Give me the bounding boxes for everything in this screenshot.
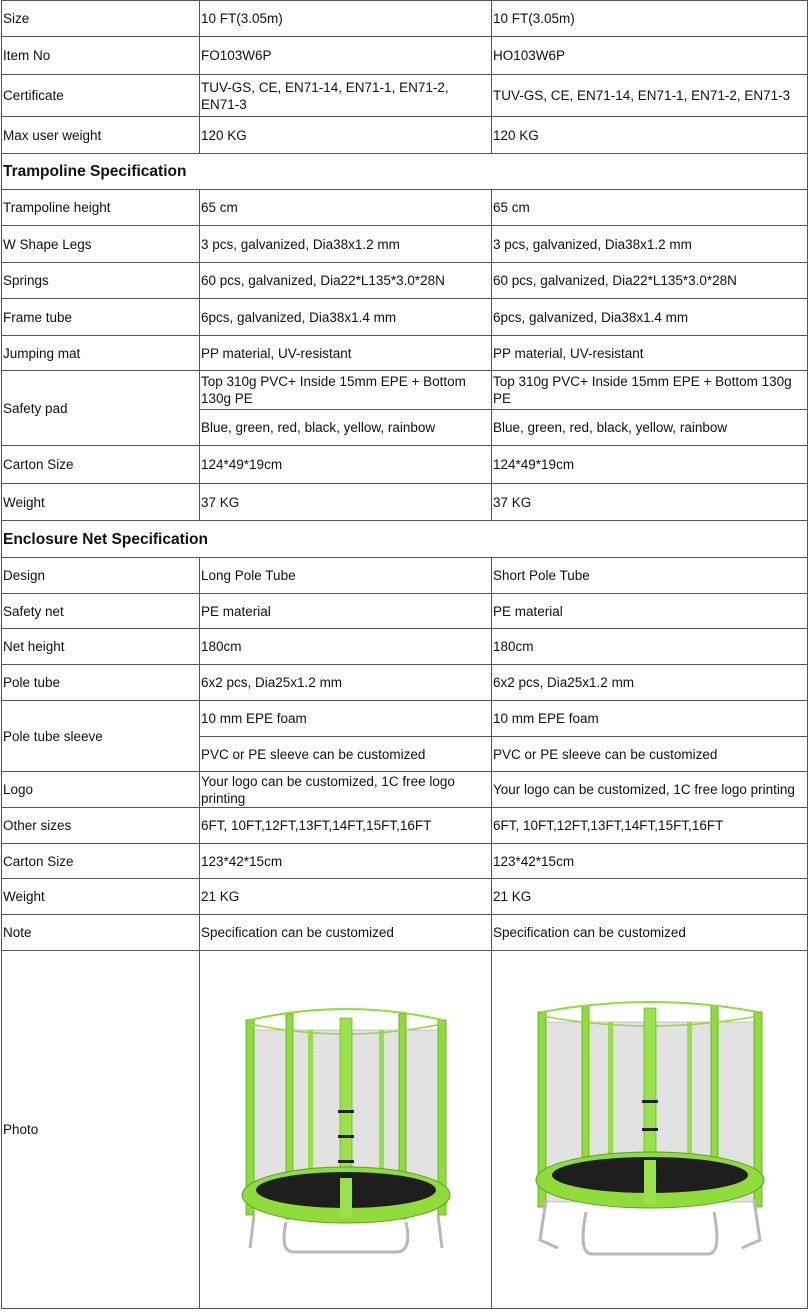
- row-label: W Shape Legs: [2, 226, 200, 263]
- cell-model-a: Long Pole Tube: [200, 558, 492, 594]
- row-label: Weight: [2, 484, 200, 521]
- cell-model-b: 6pcs, galvanized, Dia38x1.4 mm: [492, 299, 808, 336]
- row-label: Net height: [2, 629, 200, 665]
- cell-model-b: Specification can be customized: [492, 915, 808, 951]
- row-design: [2, 558, 808, 594]
- row-safety-net: [2, 594, 808, 629]
- row-other-sizes: [2, 808, 808, 844]
- cell-model-a: 6FT, 10FT,12FT,13FT,14FT,15FT,16FT: [200, 808, 492, 844]
- cell-model-a: PE material: [200, 594, 492, 629]
- row-safety-pad: [2, 371, 808, 410]
- section-title: Trampoline Specification: [2, 154, 808, 190]
- row-label: Carton Size: [2, 446, 200, 484]
- section-header-trampoline: [2, 154, 808, 190]
- section-title: Enclosure Net Specification: [2, 521, 808, 558]
- row-frame-tube: [2, 299, 808, 336]
- cell-model-a: 123*42*15cm: [200, 844, 492, 879]
- cell-model-b: HO103W6P: [492, 37, 808, 75]
- row-label: Safety net: [2, 594, 200, 629]
- cell-model-a: 120 KG: [200, 117, 492, 154]
- cell-model-a: PP material, UV-resistant: [200, 336, 492, 371]
- cell-model-b: 10 mm EPE foam: [492, 701, 808, 737]
- row-max-weight: [2, 117, 808, 154]
- cell-model-a: Top 310g PVC+ Inside 15mm EPE + Bottom 130g PE: [200, 371, 492, 410]
- row-label: Design: [2, 558, 200, 594]
- cell-model-b: PP material, UV-resistant: [492, 336, 808, 371]
- row-label: Carton Size: [2, 844, 200, 879]
- row-note: [2, 915, 808, 951]
- row-label: Trampoline height: [2, 190, 200, 226]
- spec-table: [1, 0, 808, 1309]
- row-label: Max user weight: [2, 117, 200, 154]
- cell-model-b: Short Pole Tube: [492, 558, 808, 594]
- cell-model-a: 37 KG: [200, 484, 492, 521]
- cell-model-a: 6pcs, galvanized, Dia38x1.4 mm: [200, 299, 492, 336]
- row-jumping-mat: [2, 336, 808, 371]
- cell-model-b: Top 310g PVC+ Inside 15mm EPE + Bottom 130g PE: [492, 371, 808, 410]
- row-label: Size: [2, 1, 200, 37]
- cell-model-a: Blue, green, red, black, yellow, rainbow: [200, 410, 492, 446]
- cell-model-b: TUV-GS, CE, EN71-14, EN71-1, EN71-2, EN71-3: [492, 75, 808, 117]
- cell-model-b: 6FT, 10FT,12FT,13FT,14FT,15FT,16FT: [492, 808, 808, 844]
- row-certificate: [2, 75, 808, 117]
- row-label: Item No: [2, 37, 200, 75]
- row-label: Pole tube sleeve: [2, 701, 200, 772]
- photo-model-a: [200, 951, 492, 1309]
- cell-model-a: 60 pcs, galvanized, Dia22*L135*3.0*28N: [200, 263, 492, 299]
- cell-model-b: PVC or PE sleeve can be customized: [492, 737, 808, 772]
- row-weight: [2, 879, 808, 915]
- cell-model-a: 21 KG: [200, 879, 492, 915]
- cell-model-b: 10 FT(3.05m): [492, 1, 808, 37]
- row-trampoline-height: [2, 190, 808, 226]
- row-carton-size: [2, 844, 808, 879]
- cell-model-b: 180cm: [492, 629, 808, 665]
- cell-model-a: Your logo can be customized, 1C free logo printing: [200, 772, 492, 808]
- row-weight: [2, 484, 808, 521]
- row-logo: [2, 772, 808, 808]
- row-pole-tube: [2, 665, 808, 701]
- photo-model-b: [492, 951, 808, 1309]
- cell-model-a: 10 FT(3.05m): [200, 1, 492, 37]
- row-label: Safety pad: [2, 371, 200, 446]
- cell-model-b: Blue, green, red, black, yellow, rainbow: [492, 410, 808, 446]
- cell-model-b: 123*42*15cm: [492, 844, 808, 879]
- cell-model-b: 65 cm: [492, 190, 808, 226]
- row-item-no: [2, 37, 808, 75]
- row-label: Weight: [2, 879, 200, 915]
- cell-model-b: PE material: [492, 594, 808, 629]
- row-springs: [2, 263, 808, 299]
- cell-model-b: 120 KG: [492, 117, 808, 154]
- cell-model-b: 60 pcs, galvanized, Dia22*L135*3.0*28N: [492, 263, 808, 299]
- cell-model-a: 3 pcs, galvanized, Dia38x1.2 mm: [200, 226, 492, 263]
- cell-model-b: 21 KG: [492, 879, 808, 915]
- cell-model-a: PVC or PE sleeve can be customized: [200, 737, 492, 772]
- row-label: Springs: [2, 263, 200, 299]
- section-header-enclosure: [2, 521, 808, 558]
- row-photo: [2, 951, 808, 1309]
- cell-model-b: 37 KG: [492, 484, 808, 521]
- cell-model-a: 124*49*19cm: [200, 446, 492, 484]
- row-label: Logo: [2, 772, 200, 808]
- cell-model-a: 6x2 pcs, Dia25x1.2 mm: [200, 665, 492, 701]
- row-label: Other sizes: [2, 808, 200, 844]
- row-carton-size: [2, 446, 808, 484]
- cell-model-b: 124*49*19cm: [492, 446, 808, 484]
- trampoline-short-pole-image: [530, 1000, 770, 1260]
- row-label: Photo: [2, 951, 200, 1309]
- cell-model-b: 6x2 pcs, Dia25x1.2 mm: [492, 665, 808, 701]
- row-label: Certificate: [2, 75, 200, 117]
- cell-model-a: 65 cm: [200, 190, 492, 226]
- row-net-height: [2, 629, 808, 665]
- row-label: Frame tube: [2, 299, 200, 336]
- row-pole-sleeve: [2, 701, 808, 737]
- row-legs: [2, 226, 808, 263]
- row-label: Pole tube: [2, 665, 200, 701]
- row-label: Note: [2, 915, 200, 951]
- cell-model-a: FO103W6P: [200, 37, 492, 75]
- cell-model-b: Your logo can be customized, 1C free logo printing: [492, 772, 808, 808]
- cell-model-a: 10 mm EPE foam: [200, 701, 492, 737]
- cell-model-a: TUV-GS, CE, EN71-14, EN71-1, EN71-2, EN71-3: [200, 75, 492, 117]
- row-size: [2, 1, 808, 37]
- trampoline-long-pole-image: [236, 1000, 456, 1260]
- row-label: Jumping mat: [2, 336, 200, 371]
- cell-model-b: 3 pcs, galvanized, Dia38x1.2 mm: [492, 226, 808, 263]
- cell-model-a: Specification can be customized: [200, 915, 492, 951]
- cell-model-a: 180cm: [200, 629, 492, 665]
